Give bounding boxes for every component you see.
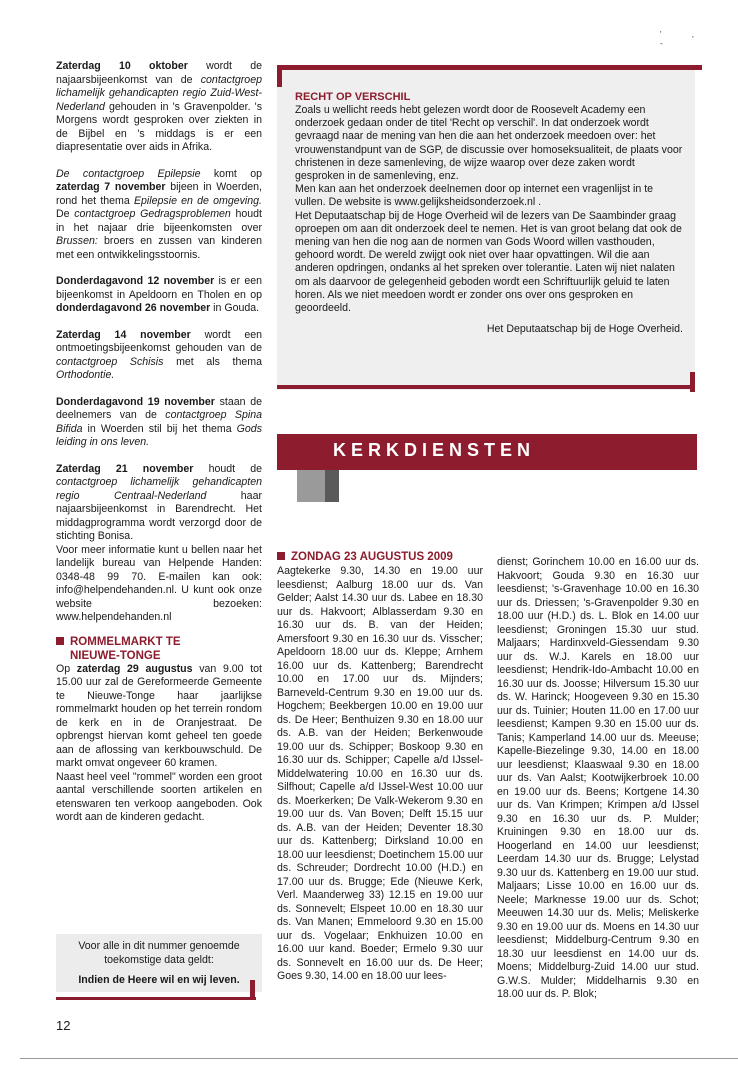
announcement-paragraph: Zaterdag 14 november wordt een ontmoetingsbijeenkomst gehouden van de contactgroep Schisis met als thema Orthodontie. (56, 328, 263, 381)
box-top-rule (277, 65, 702, 70)
kerkdiensten-title: KERKDIENSTEN (333, 440, 536, 460)
box-right-accent (690, 372, 695, 392)
service-date-heading: ZONDAG 23 AUGUSTUS 2009 (277, 550, 483, 564)
bullet-square-icon (56, 637, 64, 645)
page-number: 12 (56, 1018, 71, 1033)
rommelmarkt-paragraph: Op zaterdag 29 augustus van 9.00 tot 15.00 uur zal de Gereformeerde Gemeente te Nieuwe-Tonge haar jaarlijkse rommelmarkt houden op het terrein rondom de kerk en in de Oranjestraat. De opbrengst hiervan komt geheel ten goede aan de aflossing van kerkbouwschuld. De markt omvat ongeveer 60 kramen. Naast heel veel "rommel" worden een groot aantal verschillende soorten artikelen en etenswaren ten verkoop aangeboden. Ook wordt aan de kinderen gedacht. (56, 662, 262, 823)
banner-grey-block (297, 470, 325, 502)
page-marks: ' , - (660, 30, 708, 48)
box-bottom-rule (277, 385, 695, 389)
disclaimer-line1: Voor alle in dit nummer genoemde (78, 940, 240, 952)
announcement-paragraph: Donderdagavond 12 november is er een bijeenkomst in Apeldoorn en Tholen en op donderdagavond 26 november in Gouda. (56, 275, 262, 314)
box-paragraph: Men kan aan het onderzoek deelnemen door op internet een vragenlijst in te vullen. De website is www.gelijksheidsonderzoek.nl . (295, 183, 654, 209)
announcement-paragraph: De contactgroep Epilepsie komt op zaterdag 7 november bijeen in Woerden, rond het thema Epilepsie en de omgeving. De contactgroep Gedragsproblemen houdt in het najaar drie bijeenkomsten over Brussen: broers en zussen van kinderen met een ontwikkelingsstoornis. (56, 167, 262, 261)
box-left-accent (277, 65, 282, 87)
services-text: Aagtekerke 9.30, 14.30 en 19.00 uur leesdienst; Aalburg 18.00 uur ds. Van Gelder; Aalst 14.30 uur ds. Labee en 18.30 uur ds. Hakvoort; Alblasserdam 9.30 en 16.30 uur ds. B. van der Heiden; Amersfoort 9.30 en 16.30 uur ds. Visscher; Apeldoorn 18.00 uur ds. Kleppe; Arnhem 16.00 uur ds. Kattenberg; Barendrecht 10.00 en 17.00 uur ds. Mijnders; Barneveld-Centrum 9.30 en 19.00 uur ds. Hogchem; Beekbergen 10.00 en 19.00 uur ds. De Heer; Benthuizen 9.30 en 18.00 uur ds. A.B. van der Heiden; Berkenwoude 19.00 uur ds. Schipper; Boskoop 9.30 en 16.30 uur ds. Schipper; Capelle a/d IJssel-Middelwatering 10.00 en 16.30 uur ds. Silfhout; Capelle a/d IJssel-West 10.00 uur ds. Moerkerken; De Valk-Wekerom 9.30 en 19.00 uur ds. Van Boven; Delft 15.15 uur ds. A.B. van der Heiden; Deventer 18.30 uur ds. Kattenberg; Dirksland 10.00 en 18.00 uur leesdienst; Doetinchem 15.00 uur ds. Schreuder; Dordrecht 10.00 (H.D.) en 17.00 uur ds. Brugge; Ede (Nieuwe Kerk, Verl. Maanderweg 33) 12.15 en 19.00 uur ds. Sonnevelt; Elspeet 10.00 en 18.30 uur ds. Van Manen; Emmeloord 9.30 en 15.00 uur ds. Vogelaar; Enkhuizen 10.00 en 16.00 uur kand. Boeder; Ermelo 9.30 uur ds. Sonnevelt en 16.00 uur ds. De Heer; Goes 9.30, 14.00 en 18.00 uur lees- (277, 565, 483, 982)
services-column-2 (497, 556, 699, 1002)
announcement-paragraph: Donderdagavond 19 november staan de deelnemers van de contactgroep Spina Bifida in Woerden stil bij het thema Gods leiding in ons leven. (56, 395, 262, 448)
rommelmarkt-heading-line2: NIEUWE-TONGE (70, 649, 161, 662)
services-text: dienst; Gorinchem 10.00 en 16.00 uur ds. Hakvoort; Gouda 9.30 en 16.30 uur leesdienst; 's-Gravenhage 10.00 en 16.30 uur ds. Driessen; 's-Gravenpolder 9.30 en 18.00 uur (H.D.) ds. L. Blok en 14.00 uur leesdienst; Groningen 15.30 uur stud. Maljaars; Hardinxveld-Giessendam 9.30 uur ds. W.J. Karels en 18.00 uur leesdienst; Hendrik-Ido-Ambacht 10.00 en 16.30 uur ds. Joosse; Hilversum 15.30 uur ds. W. Harinck; Hoogeveen 9.30 en 15.30 uur ds. Tuinier; Houten 11.00 en 17.00 uur leesdienst; Kampen 9.30 en 15.00 uur ds. Tanis; Kamperland 14.00 uur ds. Meeuse; Kapelle-Biezelinge 9.30, 14.00 en 18.00 uur leesdienst; Klaaswaal 9.30 en 18.00 uur ds. Van Aalst; Kootwijkerbroek 10.00 en 19.00 uur ds. Beens; Kortgene 14.30 uur ds. Van Krimpen; Krimpen a/d IJssel 9.30 en 16.30 uur ds. P. Mulder; Kruiningen 9.30 en 18.00 uur ds. Hoogerland en 14.00 uur leesdienst; Leerdam 14.30 uur ds. Brugge; Lelystad 9.30 uur ds. Kattenberg en 19.00 uur stud. Maljaars; Lisse 10.00 en 16.00 uur ds. Neele; Marknesse 19.00 uur ds. Schot; Meeuwen 14.30 uur ds. Melis; Meliskerke 9.30 en 19.00 uur ds. Moens en 14.30 uur leesdienst; Middelburg-Centrum 9.30 en 18.30 uur leesdienst en 14.00 uur ds. Moens; Middelburg-Zuid 14.00 uur stud. G.W.S. Mulder; Middelharnis 9.30 en 18.00 uur ds. P. Blok; (497, 556, 699, 1000)
box-paragraph: Het Deputaatschap bij de Hoge Overheid wil de lezers van De Saambinder graag oproepen om aan dit onderzoek deel te nemen. Het is van groot belang dat ook de mening van hen die nog aan de normen van Gods Woord willen vasthouden, gehoord wordt. De wereld zwijgt ook niet over haar opvattingen. Wil die aan anderen opdringen, ondanks al het spreken over tolerantie. Laten wij niet nalaten om als daarvoor de gelegenheid geboden wordt een Schriftuurlijk geluid te laten horen. Als we niet meedoen wordt er zonder ons over ons gesproken en geoordeeld. (295, 209, 682, 315)
banner-dark-block (325, 470, 339, 502)
disclaimer-emphasis: Indien de Heere wil en wij leven. (78, 974, 240, 986)
recht-op-verschil-text (295, 90, 683, 336)
services-column-1 (277, 550, 483, 984)
disclaimer-box (56, 934, 262, 992)
page-bottom-rule (20, 1058, 738, 1059)
left-column (56, 60, 262, 825)
disclaimer-line2: toekomstige data geldt: (104, 953, 214, 966)
recht-op-verschil-title: RECHT OP VERSCHIL (295, 91, 411, 103)
box-paragraph: Zoals u wellicht reeds hebt gelezen wordt door de Roosevelt Academy een onderzoek gedaan onder de titel 'Recht op verschil'. In dat onderzoek wordt gevraagd naar de mening van hen die aan het onderzoek meedoen over: het vrouwenstandpunt van de SGP, de discussie over homoseksualiteit, de plaats voor christenen in deze samenleving, de wijze waarop over deze zaken wordt gesproken in de samenleving, enz. (295, 104, 683, 183)
rommelmarkt-heading: ROMMELMARKT TE (56, 635, 262, 649)
announcement-paragraph: Zaterdag 21 november houdt de contactgroep lichamelijk gehandicapten regio Centraal-Nederland haar najaarsbijeenkomst in Barendrecht. Het middagprogramma wordt verzorgd door de stichting Bonisa. Voor meer informatie kunt u bellen naar het landelijk bureau van Helpende Handen: 0348-48 99 70. E-mailen kan ook: info@helpendehanden.nl. U kunt ook onze website bezoeken: www.helpendehanden.nl (56, 462, 263, 623)
disclaimer-bottom-rule (56, 997, 256, 1000)
announcement-paragraph: Zaterdag 10 oktober wordt de najaarsbijeenkomst van de contactgroep lichamelijk gehandicapten regio Zuid-West-Nederland gehouden in 's Gravenpolder. 's Morgens wordt gesproken over ziekten in de Bijbel en 's middags is er een diapresentatie over aids in Afrika. (56, 60, 262, 153)
box-signature: Het Deputaatschap bij de Hoge Overheid. (486, 323, 683, 336)
bullet-square-icon (277, 552, 285, 560)
